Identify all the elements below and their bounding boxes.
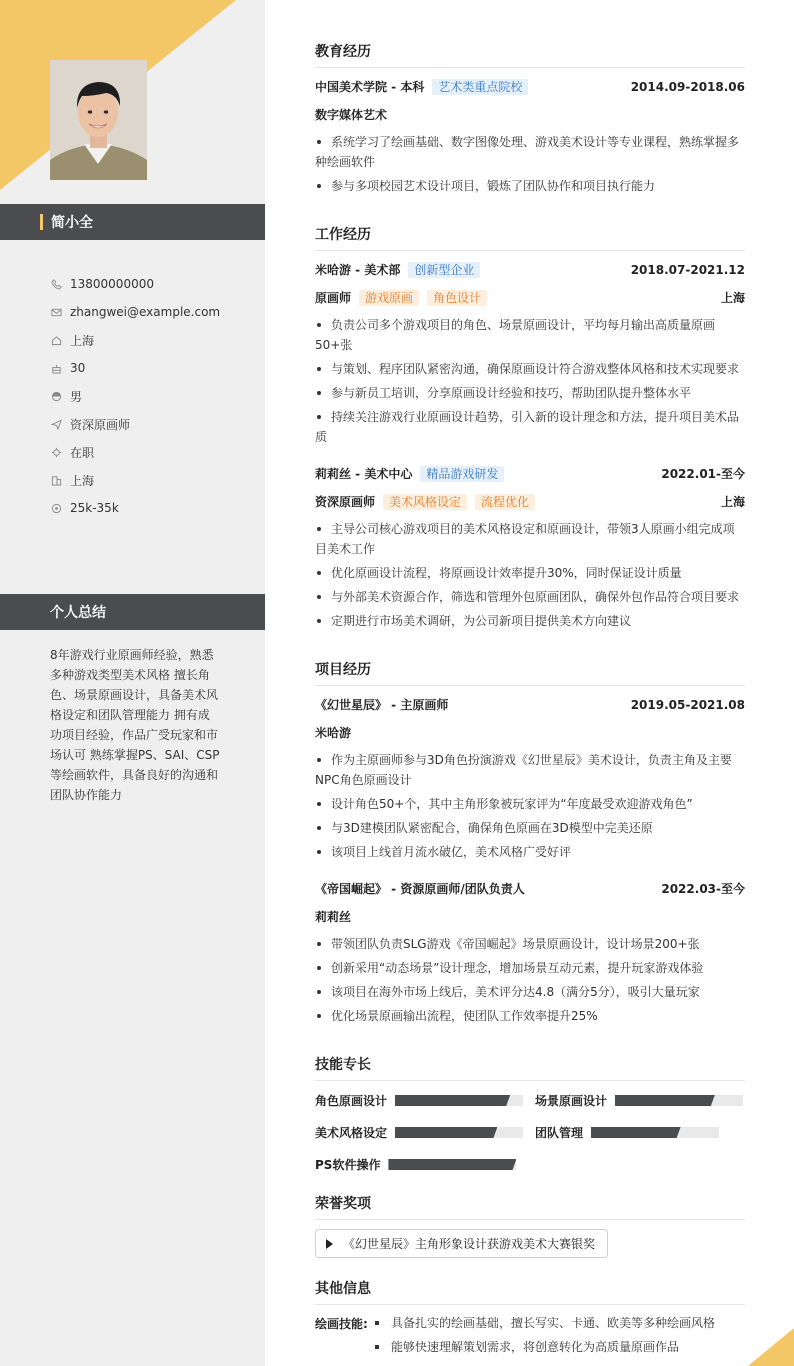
education-major-row — [315, 106, 745, 123]
candidate-name: 简小全 — [51, 215, 93, 231]
contact-value: 上海 — [70, 333, 95, 348]
skill-name: 团队管理 — [535, 1126, 584, 1140]
skill-name: 角色原画设计 — [315, 1094, 388, 1108]
project-bullets — [315, 750, 745, 866]
role-tag: 角色设计 — [427, 290, 487, 306]
contact-gender — [50, 382, 260, 410]
project-bullets — [315, 934, 745, 1030]
send-icon — [50, 418, 62, 430]
role-tag: 流程优化 — [475, 494, 535, 510]
list-item: 能够快速理解策划需求，将创意转化为高质量原画作品 — [375, 1337, 755, 1357]
company-name: 米哈游 - 美术部 — [315, 263, 401, 277]
age-icon — [50, 362, 62, 374]
education-bullets — [315, 132, 745, 200]
name-accent — [40, 214, 43, 230]
skill-bar-fill — [395, 1095, 510, 1106]
role-tag: 游戏原画 — [359, 290, 419, 306]
project-company: 莉莉丝 — [315, 910, 352, 924]
mail-icon — [50, 306, 62, 318]
list-item: 优化场景原画输出流程，使团队工作效率提升25% — [315, 1006, 745, 1026]
company-tag: 精品游戏研发 — [420, 466, 504, 482]
list-item: 系统学习了绘画基础、数字图像处理、游戏美术设计等专业课程，熟练掌握多种绘画软件 — [315, 132, 745, 172]
project-header — [315, 880, 745, 897]
contact-value: 在职 — [70, 445, 95, 460]
project-period: 2019.05-2021.08 — [630, 697, 745, 712]
section-awards-title: 荣誉奖项 — [315, 1193, 745, 1220]
skill-bar — [395, 1095, 523, 1106]
job-header — [315, 261, 745, 278]
list-item: 带领团队负责SLG游戏《帝国崛起》场景原画设计，设计场景200+张 — [315, 934, 745, 954]
list-item: 优化原画设计流程，将原画设计效率提升30%，同时保证设计质量 — [315, 563, 745, 583]
list-item: 与外部美术资源合作，筛选和管理外包原画团队，确保外包作品符合项目要求 — [315, 587, 745, 607]
skill-bar — [395, 1127, 523, 1138]
company-tag: 创新型企业 — [408, 262, 480, 278]
skill-bar — [388, 1159, 516, 1170]
list-item: 定期进行市场美术调研，为公司新项目提供美术方向建议 — [315, 611, 745, 631]
skill-item — [535, 1124, 719, 1141]
section-education-title: 教育经历 — [315, 41, 745, 68]
list-item: 创新采用“动态场景”设计理念，增加场景互动元素，提升玩家游戏体验 — [315, 958, 745, 978]
job-period: 2022.01-至今 — [661, 467, 745, 481]
job-header — [315, 465, 745, 482]
job-bullets — [315, 519, 745, 635]
skill-bar — [591, 1127, 719, 1138]
contact-email — [50, 298, 260, 326]
section-other-title: 其他信息 — [315, 1278, 745, 1305]
award-text: 《幻世星辰》主角形象设计获游戏美术大赛银奖 — [343, 1237, 596, 1251]
skill-name: PS软件操作 — [315, 1158, 381, 1172]
project-header — [315, 696, 745, 713]
list-item: 与策划、程序团队紧密沟通，确保原画设计符合游戏整体风格和技术实现要求 — [315, 359, 745, 379]
skill-bar-fill — [388, 1159, 516, 1170]
contact-salary — [50, 494, 260, 522]
list-item: 参与多项校园艺术设计项目，锻炼了团队协作和项目执行能力 — [315, 176, 745, 196]
skill-item — [315, 1092, 523, 1109]
contact-age — [50, 354, 260, 382]
phone-icon — [50, 278, 62, 290]
company-name: 莉莉丝 - 美术中心 — [315, 467, 413, 481]
list-item: 该项目在海外市场上线后，美术评分达4.8（满分5分），吸引大量玩家 — [315, 982, 745, 1002]
contact-value: 13800000000 — [70, 277, 154, 291]
project-company: 米哈游 — [315, 726, 352, 740]
contact-value: 25k-35k — [70, 501, 119, 515]
other-label: 绘画技能: — [315, 1317, 368, 1331]
salary-icon — [50, 502, 62, 514]
project-company-row — [315, 908, 745, 925]
summary-heading: 个人总结 — [0, 594, 265, 630]
award-item — [315, 1229, 608, 1258]
list-item: 负责公司多个游戏项目的角色、场景原画设计，平均每月输出高质量原画50+张 — [315, 315, 745, 355]
play-icon — [326, 1239, 333, 1249]
education-period: 2014.09-2018.06 — [630, 79, 745, 94]
job-role: 资深原画师 — [315, 495, 376, 509]
role-tag: 美术风格设定 — [383, 494, 467, 510]
city-icon — [50, 474, 62, 486]
education-header — [315, 78, 745, 95]
other-list — [375, 1313, 755, 1361]
contact-value: zhangwei@example.com — [70, 305, 221, 319]
list-item: 设计角色50+个，其中主角形象被玩家评为“年度最受欢迎游戏角色” — [315, 794, 745, 814]
job-role: 原画师 — [315, 291, 352, 305]
job-role-row — [315, 493, 745, 510]
avatar — [50, 60, 147, 180]
contact-title — [50, 410, 260, 438]
job-role-row — [315, 289, 745, 306]
contact-value: 资深原画师 — [70, 417, 131, 432]
skill-name: 场景原画设计 — [535, 1094, 608, 1108]
section-work-title: 工作经历 — [315, 224, 745, 251]
list-item: 与3D建模团队紧密配合，确保角色原画在3D模型中完美还原 — [315, 818, 745, 838]
skill-item — [315, 1124, 523, 1141]
job-city: 上海 — [720, 291, 745, 305]
gender-icon — [50, 390, 62, 402]
skill-name: 美术风格设定 — [315, 1126, 388, 1140]
contact-value: 男 — [70, 389, 83, 404]
skill-bar — [615, 1095, 743, 1106]
list-item: 该项目上线首月流水破亿，美术风格广受好评 — [315, 842, 745, 862]
project-name: 《幻世星辰》 - 主原画师 — [315, 698, 449, 712]
list-item: 具备扎实的绘画基础，擅长写实、卡通、欧美等多种绘画风格 — [375, 1313, 755, 1333]
contact-city — [50, 466, 260, 494]
section-projects-title: 项目经历 — [315, 659, 745, 686]
sidebar — [0, 0, 265, 1366]
job-period: 2018.07-2021.12 — [630, 262, 745, 277]
project-company-row — [315, 724, 745, 741]
job-bullets — [315, 315, 745, 451]
contact-phone — [50, 270, 260, 298]
contact-value: 30 — [70, 361, 86, 375]
contact-home — [50, 326, 260, 354]
list-item: 参与新员工培训，分享原画设计经验和技巧，帮助团队提升整体水平 — [315, 383, 745, 403]
job-city: 上海 — [720, 495, 745, 509]
contact-value: 上海 — [70, 473, 95, 488]
summary-text: 8年游戏行业原画师经验，熟悉多种游戏类型美术风格 擅长角色、场景原画设计，具备美术风格设定和团队管理能力 拥有成功项目经验，作品广受玩家和市场认可 熟练掌握PS、SAI、CSP等绘画软件，具备良好的沟通和团队协作能力 — [50, 648, 220, 802]
name-bar — [0, 204, 265, 240]
status-icon — [50, 446, 62, 458]
list-item: 作为主原画师参与3D角色扮演游戏《幻世星辰》美术设计，负责主角及主要NPC角色原画设计 — [315, 750, 745, 790]
list-item: 主导公司核心游戏项目的美术风格设定和原画设计，带领3人原画小组完成项目美术工作 — [315, 519, 745, 559]
skill-item — [535, 1092, 743, 1109]
skill-bar-fill — [395, 1127, 497, 1138]
major: 数字媒体艺术 — [315, 108, 388, 122]
school-name: 中国美术学院 - 本科 — [315, 80, 425, 94]
contact-status — [50, 438, 260, 466]
project-name: 《帝国崛起》 - 资源原画师/团队负责人 — [315, 882, 525, 896]
project-period: 2022.03-至今 — [661, 882, 745, 896]
skill-bar-fill — [615, 1095, 715, 1106]
school-tag: 艺术类重点院校 — [432, 79, 528, 95]
skill-bar-fill — [591, 1127, 681, 1138]
contact-list — [50, 270, 260, 522]
list-item: 持续关注游戏行业原画设计趋势，引入新的设计理念和方法，提升项目美术品质 — [315, 407, 745, 447]
section-skills-title: 技能专长 — [315, 1054, 745, 1081]
skill-item — [315, 1156, 516, 1173]
home-icon — [50, 334, 62, 346]
decorative-corner — [748, 1328, 794, 1366]
